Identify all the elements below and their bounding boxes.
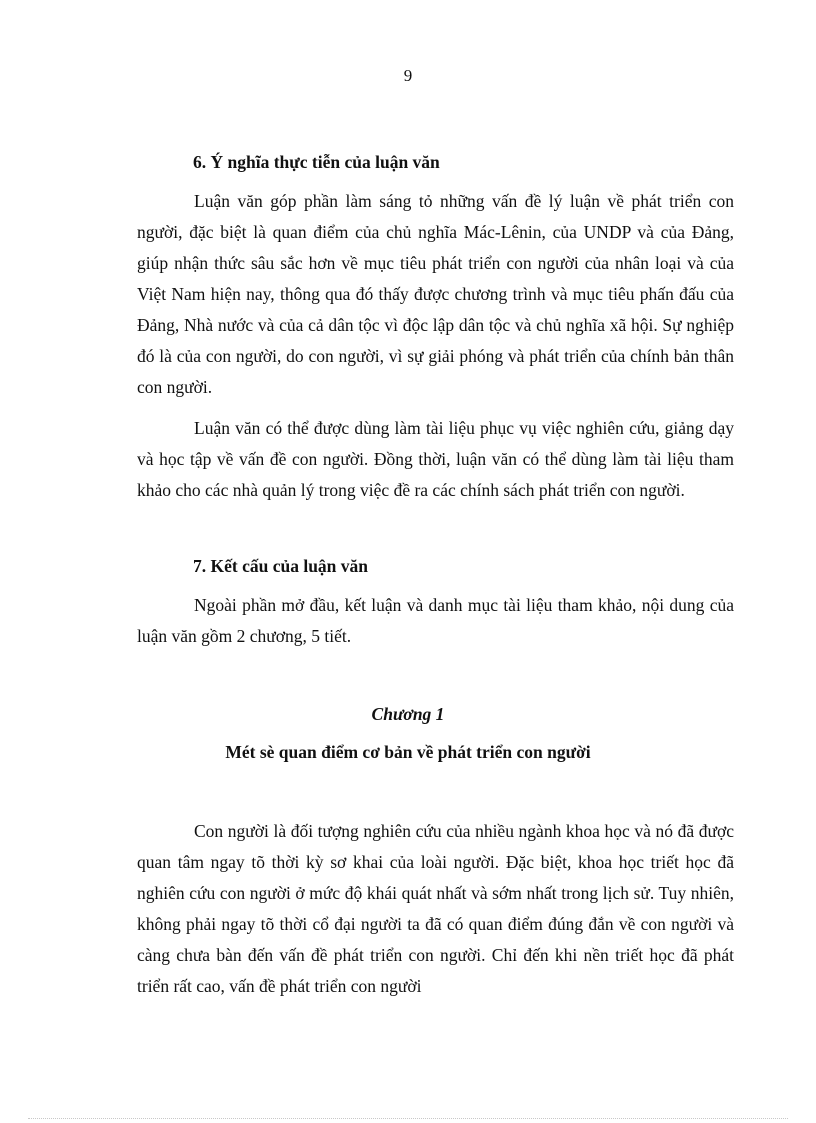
section-6-heading: 6. Ý nghĩa thực tiễn của luận văn — [193, 152, 440, 172]
chapter-title: Mét sè quan điểm cơ bản về phát triển con người — [225, 742, 591, 762]
section-7-paragraph: Ngoài phần mở đầu, kết luận và danh mục tài liệu tham khảo, nội dung của luận văn gồm 2 chương, 5 tiết. — [137, 595, 734, 646]
chapter-paragraph: Con người là đối tượng nghiên cứu của nhiều ngành khoa học và nó đã được quan tâm ngay tõ thời kỳ sơ khai của loài người. Đặc biệt, khoa học triết học đã nghiên cứu con người ở mức độ khái quát nhất và sớm nhất trong lịch sử. Tuy nhiên, không phải ngay tõ thời cổ đại người ta đã có quan điểm đúng đắn về con người và càng chưa bàn đến vấn đề phát triển con người. Chỉ đến khi nền triết học đã phát triển rất cao, vấn đề phát triển con người — [137, 821, 734, 996]
section-6-paragraph-1: Luận văn góp phần làm sáng tỏ những vấn đề lý luận về phát triển con người, đặc biệt là quan điểm của chủ nghĩa Mác-Lênin, của UNDP và của Đảng, giúp nhận thức sâu sắc hơn về mục tiêu phát triển con người của nhân loại và của Việt Nam hiện nay, thông qua đó thấy được chương trình và mục tiêu phấn đấu của Đảng, Nhà nước và của cả dân tộc vì độc lập dân tộc và chủ nghĩa xã hội. Sự nghiệp đó là của con người, do con người, vì sự giải phóng và phát triển của chính bản thân con người. — [137, 191, 734, 397]
section-6-paragraph-2: Luận văn có thể được dùng làm tài liệu phục vụ việc nghiên cứu, giảng dạy và học tập về vấn đề con người. Đồng thời, luận văn có thể dùng làm tài liệu tham khảo cho các nhà quản lý trong việc đề ra các chính sách phát triển con người. — [137, 418, 734, 500]
page-bottom-divider — [28, 1118, 788, 1119]
page-number: 9 — [403, 66, 413, 85]
chapter-label: Chương 1 — [371, 704, 445, 724]
section-7-heading: 7. Kết cấu của luận văn — [193, 556, 369, 576]
